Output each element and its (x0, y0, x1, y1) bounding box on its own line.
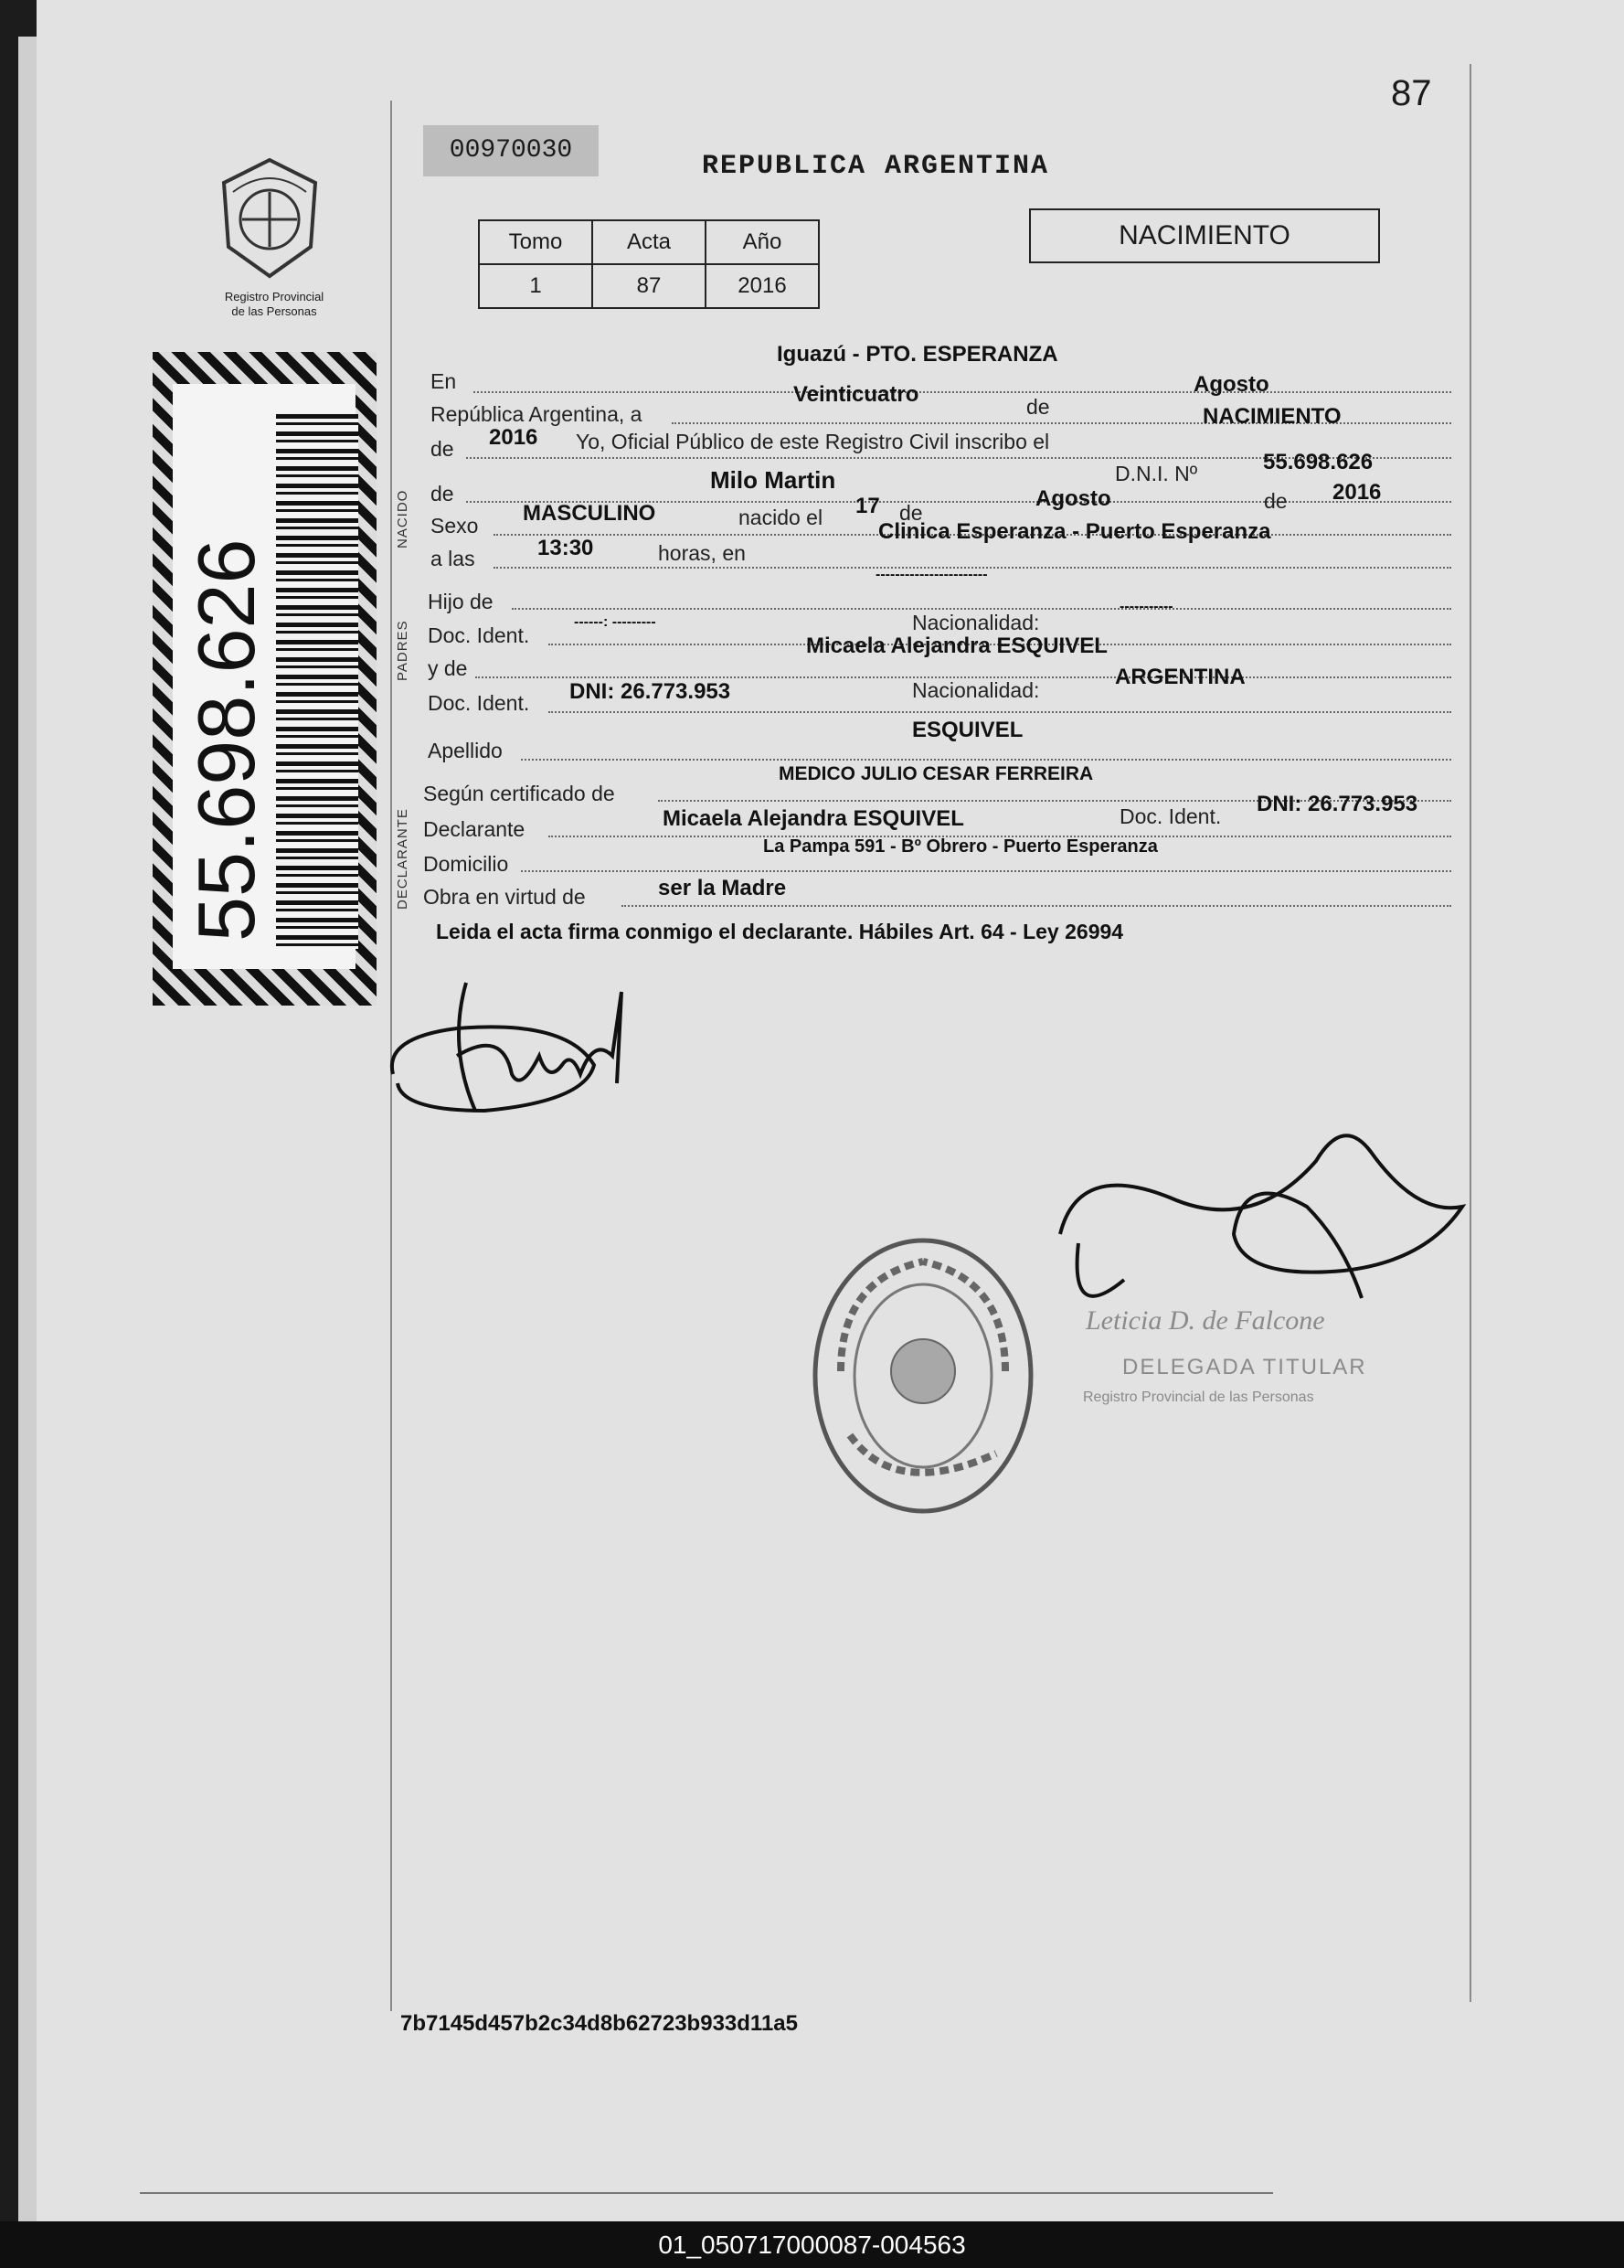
value-lugar-nac: Clinica Esperanza - Puerto Esperanza (878, 519, 1271, 544)
label-a-las: a las (430, 547, 475, 570)
document-page (37, 0, 1624, 2221)
official-signature-registry: Registro Provincial de las Personas (1083, 1390, 1314, 1405)
label-de: de (430, 482, 454, 506)
value-padre-nac: ----------- (1120, 599, 1173, 614)
label-doc-ident: Doc. Ident. (428, 691, 530, 715)
closing-statement: Leida el acta firma conmigo el declarante. Hábiles Art. 64 - Ley 26994 (436, 920, 1124, 943)
label-doc-ident: Doc. Ident. (1120, 804, 1222, 828)
id-number-large: 55.698.626 (181, 538, 271, 942)
right-margin-rule (1470, 64, 1471, 2002)
record-header-tomo: Tomo (479, 220, 592, 264)
value-nombre: Milo Martin (710, 466, 836, 494)
value-dia-texto: Veinticuatro (793, 382, 919, 407)
label-de: de (1026, 395, 1050, 419)
label-nacido-el: nacido el (738, 506, 823, 529)
barcode-label (153, 352, 377, 1006)
label-sexo: Sexo (430, 514, 479, 538)
form-serial: 00970030 (423, 125, 599, 176)
label-nacionalidad: Nacionalidad: (912, 678, 1040, 702)
dotted-line (512, 608, 1451, 610)
label-de: de (1264, 489, 1288, 513)
side-label-padres: PADRES (395, 620, 410, 681)
value-domicilio: La Pampa 591 - Bº Obrero - Puerto Esperanza (763, 836, 1158, 857)
label-de: de (430, 437, 454, 461)
value-padre-doc: ------: --------- (574, 614, 656, 630)
label-y-de: y de (428, 656, 468, 680)
record-value-anio: 2016 (706, 264, 819, 308)
label-doc-ident: Doc. Ident. (428, 623, 530, 647)
dotted-line (548, 711, 1451, 713)
footer-id: 01_050717000087-004563 (0, 2221, 1624, 2268)
dotted-line (521, 870, 1451, 872)
province-emblem-icon (215, 155, 324, 283)
value-obra-en-virtud: ser la Madre (658, 876, 787, 900)
value-lugar: Iguazú - PTO. ESPERANZA (777, 342, 1058, 367)
dotted-line (473, 391, 1451, 393)
value-anio-inscripcion: 2016 (489, 425, 538, 450)
value-madre-doc: DNI: 26.773.953 (569, 679, 731, 704)
label-dni: D.N.I. Nº (1115, 462, 1198, 485)
label-declarante: Declarante (423, 817, 525, 841)
value-padre: ----------------------- (876, 567, 988, 582)
label-de: de (899, 501, 923, 525)
record-table (478, 219, 820, 309)
official-seal-icon (795, 1225, 1051, 1527)
value-declarante-doc: DNI: 26.773.953 (1257, 792, 1418, 816)
dotted-line (621, 905, 1451, 907)
label-hijo-de: Hijo de (428, 590, 494, 613)
value-certificado: MEDICO JULIO CESAR FERREIRA (779, 763, 1094, 784)
record-value-acta: 87 (592, 264, 706, 308)
value-dni: 55.698.626 (1263, 450, 1374, 474)
value-madre: Micaela Alejandra ESQUIVEL (806, 634, 1108, 658)
official-signature-name: Leticia D. de Falcone (1086, 1305, 1325, 1336)
label-segun-certificado: Según certificado de (423, 782, 615, 805)
label-nacionalidad: Nacionalidad: (912, 611, 1040, 634)
hash-code: 7b7145d457b2c34d8b62723b933d11a5 (400, 2011, 798, 2036)
value-apellido: ESQUIVEL (912, 718, 1024, 742)
label-obra-en-virtud: Obra en virtud de (423, 885, 586, 909)
value-mes-texto: Agosto (1194, 372, 1269, 397)
side-label-declarante: DECLARANTE (395, 808, 410, 910)
value-sexo: MASCULINO (523, 501, 656, 526)
label-domicilio: Domicilio (423, 852, 509, 876)
official-signature-title: DELEGADA TITULAR (1122, 1355, 1367, 1379)
record-type: NACIMIENTO (1029, 208, 1380, 263)
barcode-bars-icon (276, 414, 358, 949)
page-number: 87 (1391, 73, 1432, 113)
side-label-nacido: NACIDO (395, 489, 410, 548)
value-madre-nac: ARGENTINA (1115, 665, 1246, 689)
label-yo-oficial: Yo, Oficial Público de este Registro Civil inscribo el (576, 430, 1050, 453)
declarant-signature-icon (375, 974, 676, 1134)
value-dia-nac: 17 (855, 494, 880, 518)
label-republica: República Argentina, a (430, 402, 642, 426)
label-apellido: Apellido (428, 739, 503, 762)
record-header-anio: Año (706, 220, 819, 264)
label-en: En (430, 369, 457, 393)
value-mes-nac: Agosto (1035, 486, 1111, 511)
label-horas-en: horas, en (658, 541, 746, 565)
value-hora: 13:30 (537, 536, 594, 560)
value-tipo-acto: NACIMIENTO (1203, 404, 1342, 429)
value-anio-nac: 2016 (1332, 480, 1382, 505)
record-value-tomo: 1 (479, 264, 592, 308)
value-declarante: Micaela Alejandra ESQUIVEL (663, 806, 964, 831)
next-page-edge (140, 2192, 1273, 2221)
registry-label: Registro Provincial de las Personas (224, 290, 324, 318)
dotted-line (521, 759, 1451, 761)
record-header-acta: Acta (592, 220, 706, 264)
country-title: REPUBLICA ARGENTINA (702, 151, 1050, 182)
